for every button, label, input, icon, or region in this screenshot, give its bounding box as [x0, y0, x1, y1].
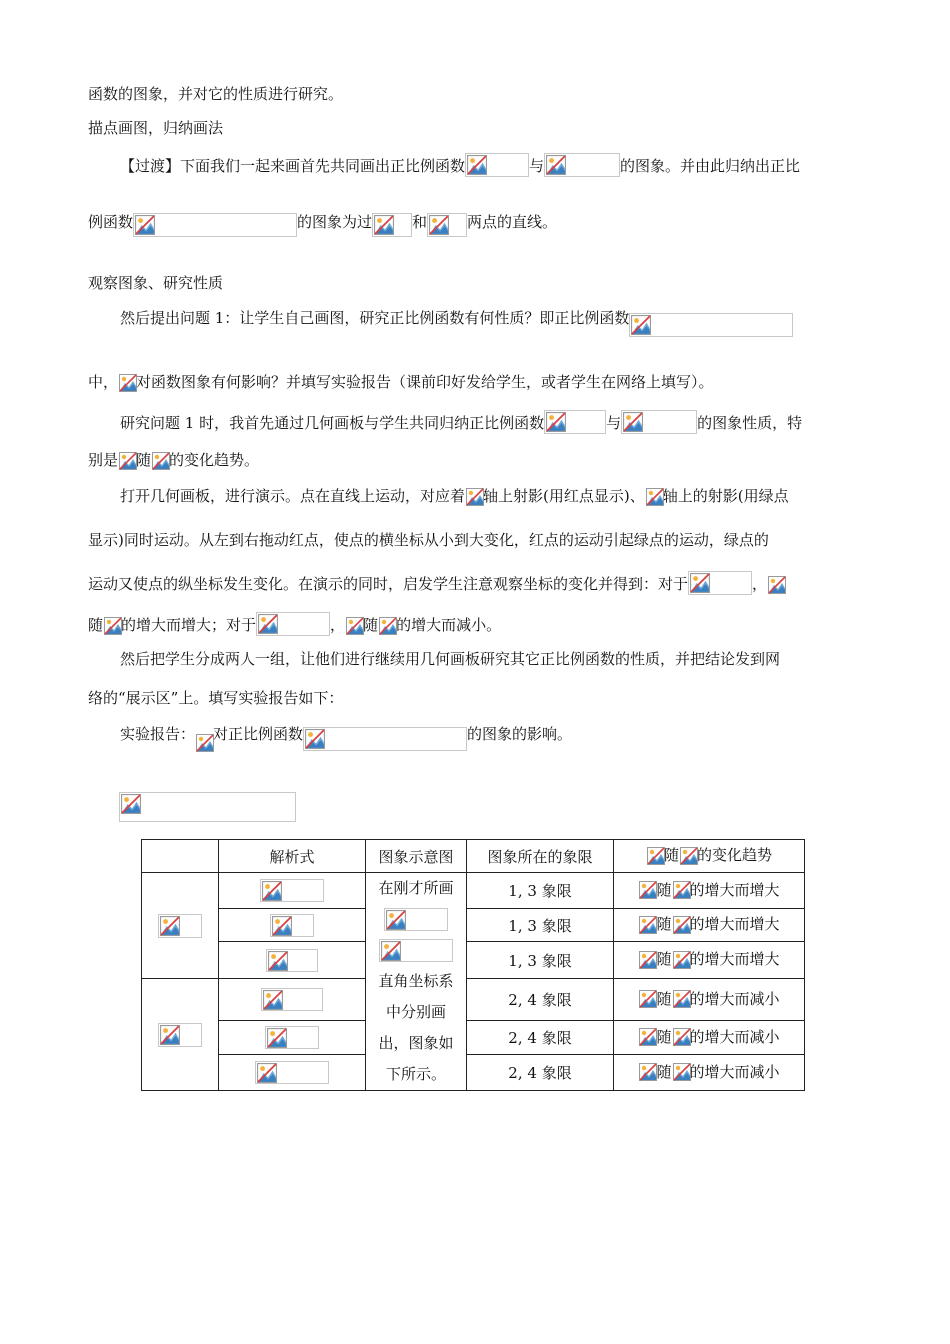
broken-image-icon: [646, 846, 664, 864]
trend-text: 随: [656, 1062, 672, 1081]
quadrant-cell: [467, 942, 614, 979]
text: 随: [363, 616, 379, 634]
quadrant-text: 2, 4 象限: [508, 1029, 572, 1047]
broken-image-icon: [270, 914, 314, 937]
table-header-cell: [366, 840, 467, 873]
broken-image-icon: [672, 1062, 690, 1080]
text: 与: [529, 157, 545, 175]
text: 然后把学生分成两人一组，让他们进行继续用几何画板研究其它正比例函数的性质，并把结论发到网: [120, 650, 781, 668]
quadrant-cell: [467, 909, 614, 942]
trend-cell: [614, 942, 805, 979]
expression-cell: [219, 942, 366, 979]
broken-image-icon: [158, 1023, 202, 1047]
table-row: [142, 942, 805, 979]
quadrant-text: 2, 4 象限: [508, 1064, 572, 1082]
paragraph-line: [120, 724, 572, 751]
paragraph-line: [120, 410, 802, 434]
broken-image-icon: [265, 1026, 319, 1049]
text: 实验报告：: [120, 725, 196, 743]
header-label: 的变化趋势: [697, 846, 773, 865]
header-label: 图象示意图: [378, 847, 454, 866]
expression-cell: [219, 1021, 366, 1055]
broken-image-icon: [118, 451, 136, 469]
broken-image-icon: [638, 915, 656, 933]
text: 观察图象、研究性质: [88, 274, 224, 292]
table-row: [142, 873, 805, 909]
broken-image-icon: [638, 950, 656, 968]
paragraph-line: [88, 530, 769, 550]
broken-image-icon: [303, 727, 467, 751]
diagram-image-row: [372, 904, 460, 932]
broken-image-icon: [119, 792, 296, 822]
text: ，: [752, 575, 768, 593]
paragraph-line: [88, 612, 501, 636]
text: 随: [88, 616, 104, 634]
expression-cell: [219, 979, 366, 1021]
table-row: [142, 1021, 805, 1055]
broken-image-icon: [266, 949, 318, 972]
text: 的增大而减小。: [396, 616, 502, 634]
broken-image-icon: [151, 451, 169, 469]
broken-image-icon: [638, 989, 656, 1007]
text: 轴上射影(用红点显示)、: [483, 487, 645, 505]
expression-cell: [219, 1055, 366, 1091]
paragraph-line: [120, 649, 780, 669]
broken-image-icon: [544, 153, 620, 177]
broken-image-icon: [195, 733, 213, 751]
table-header-cell: [467, 840, 614, 873]
expression-cell: [219, 909, 366, 942]
text: 两点的直线。: [467, 213, 558, 231]
k-condition-cell: [142, 873, 219, 979]
trend-text: 的增大而增大: [689, 950, 780, 969]
text: 例函数: [88, 213, 134, 231]
broken-image-icon: [672, 989, 690, 1007]
text: 函数的图象，并对它的性质进行研究。: [88, 85, 344, 103]
text: 与: [606, 414, 622, 432]
quadrant-text: 1, 3 象限: [508, 916, 572, 935]
text: 然后提出问题 1：让学生自己画图，研究正比例函数有何性质？即正比例函数: [120, 309, 630, 327]
broken-image-icon: [672, 915, 690, 933]
broken-image-icon: [260, 879, 324, 902]
broken-image-icon: [767, 575, 785, 593]
diagram-image-row: [372, 932, 460, 966]
experiment-report-table: [141, 839, 805, 1091]
broken-image-icon: [372, 213, 412, 237]
text: 打开几何画板，进行演示。点在直线上运动，对应着: [120, 487, 466, 505]
text: 和: [412, 213, 428, 231]
broken-image-icon: [158, 914, 202, 938]
text: 的图象。并由此归纳出正比: [620, 157, 801, 175]
broken-image-icon: [465, 153, 529, 177]
text: 的变化趋势。: [169, 451, 260, 469]
header-label: 解析式: [269, 847, 315, 866]
text: 的图象性质，特: [697, 414, 803, 432]
paragraph-line: [88, 688, 343, 708]
diagram-text: 直角坐标系: [378, 972, 454, 990]
text: 的图象为过: [297, 213, 373, 231]
broken-image-icon: [621, 410, 697, 434]
trend-text: 随: [656, 915, 672, 934]
broken-image-icon: [638, 1062, 656, 1080]
broken-image-icon: [672, 950, 690, 968]
trend-text: 的增大而减小: [689, 989, 780, 1008]
broken-image-icon: [679, 846, 697, 864]
trend-text: 的增大而减小: [689, 1062, 780, 1081]
broken-image-icon: [688, 571, 752, 595]
broken-image-icon: [672, 1027, 690, 1045]
paragraph-line: [88, 571, 785, 595]
diagram-cell: [366, 873, 467, 1091]
broken-image-icon: [427, 213, 467, 237]
diagram-text: 中分别画: [385, 1003, 446, 1021]
text: 对正比例函数: [213, 725, 304, 743]
broken-image-icon: [645, 487, 663, 505]
text: 对函数图象有何影响？并填写实验报告（课前印好发给学生，或者学生在网络上填写）。: [136, 373, 714, 391]
header-label: 图象所在的象限: [487, 847, 593, 866]
section-heading: [88, 118, 223, 138]
broken-image-icon: [465, 487, 483, 505]
quadrant-text: 2, 4 象限: [508, 991, 572, 1009]
header-label: 随: [663, 846, 679, 865]
trend-cell: [614, 979, 805, 1021]
quadrant-cell: [467, 1021, 614, 1055]
trend-text: 随: [656, 950, 672, 969]
quadrant-text: 1, 3 象限: [508, 882, 572, 900]
text: 显示)同时运动。从左到右拖动红点，使点的横坐标从小到大变化，红点的运动引起绿点的运动，绿点的: [88, 531, 769, 549]
broken-image-icon: [345, 616, 363, 634]
diagram-text: 在刚才所画: [378, 879, 454, 897]
text: 轴上的射影(用绿点: [662, 487, 789, 505]
table-header-row: [142, 840, 805, 873]
trend-text: 的增大而增大: [689, 880, 780, 899]
text: 中，: [88, 373, 119, 391]
broken-image-icon: [638, 1027, 656, 1045]
trend-cell: [614, 1055, 805, 1091]
broken-image-icon: [629, 313, 793, 337]
broken-image-icon: [544, 410, 606, 434]
diagram-text: 出，图象如: [378, 1034, 454, 1052]
quadrant-cell: [467, 873, 614, 909]
text: 络的“展示区”上。填写实验报告如下：: [88, 689, 344, 707]
broken-image-icon: [384, 908, 448, 931]
trend-label: [646, 844, 772, 865]
broken-image-icon: [672, 880, 690, 898]
broken-image-icon: [638, 880, 656, 898]
trend-text: 随: [656, 880, 672, 899]
paragraph-line: [88, 450, 259, 470]
broken-image-icon: [261, 988, 323, 1011]
table-header-cell: [614, 840, 805, 873]
trend-cell: [614, 1021, 805, 1055]
quadrant-cell: [467, 1055, 614, 1091]
expression-cell: [219, 873, 366, 909]
paragraph-line: [88, 372, 714, 392]
text: ，: [330, 616, 346, 634]
text: 别是: [88, 451, 119, 469]
trend-text: 随: [656, 989, 672, 1008]
trend-text: 随: [656, 1027, 672, 1046]
text: 【过渡】下面我们一起来画首先共同画出正比例函数: [120, 157, 466, 175]
k-condition-cell: [142, 979, 219, 1091]
table-row: [142, 979, 805, 1021]
section-heading: [88, 273, 223, 293]
broken-image-icon: [118, 373, 136, 391]
quadrant-text: 1, 3 象限: [508, 951, 572, 970]
text: 研究问题 1 时，我首先通过几何画板与学生共同归纳正比例函数: [120, 414, 545, 432]
text: 随: [136, 451, 152, 469]
diagram-text: 下所示。: [385, 1065, 446, 1083]
trend-cell: [614, 873, 805, 909]
text: 描点画图，归纳画法: [88, 119, 224, 137]
text: 的增大而增大；对于: [121, 616, 257, 634]
text: 的图象的影响。: [467, 725, 573, 743]
quadrant-cell: [467, 979, 614, 1021]
table-header-cell: [142, 840, 219, 873]
broken-image-icon: [133, 213, 297, 237]
broken-image-icon: [379, 939, 453, 962]
broken-image-icon: [256, 612, 330, 636]
broken-image-icon: [255, 1061, 329, 1084]
trend-cell: [614, 909, 805, 942]
paragraph-line: [88, 212, 557, 237]
trend-text: 的增大而减小: [689, 1027, 780, 1046]
trend-text: 的增大而增大: [689, 915, 780, 934]
paragraph-line: [120, 153, 800, 177]
paragraph-line: [120, 308, 793, 337]
paragraph-line: [88, 84, 343, 104]
text: 运动又使点的纵坐标发生变化。在演示的同时，启发学生注意观察坐标的变化并得到：对于: [88, 575, 689, 593]
table-row: [142, 909, 805, 942]
table-header-cell: [219, 840, 366, 873]
broken-image-icon: [103, 616, 121, 634]
table-row: [142, 1055, 805, 1091]
broken-image-icon: [378, 616, 396, 634]
paragraph-line: [120, 486, 789, 506]
